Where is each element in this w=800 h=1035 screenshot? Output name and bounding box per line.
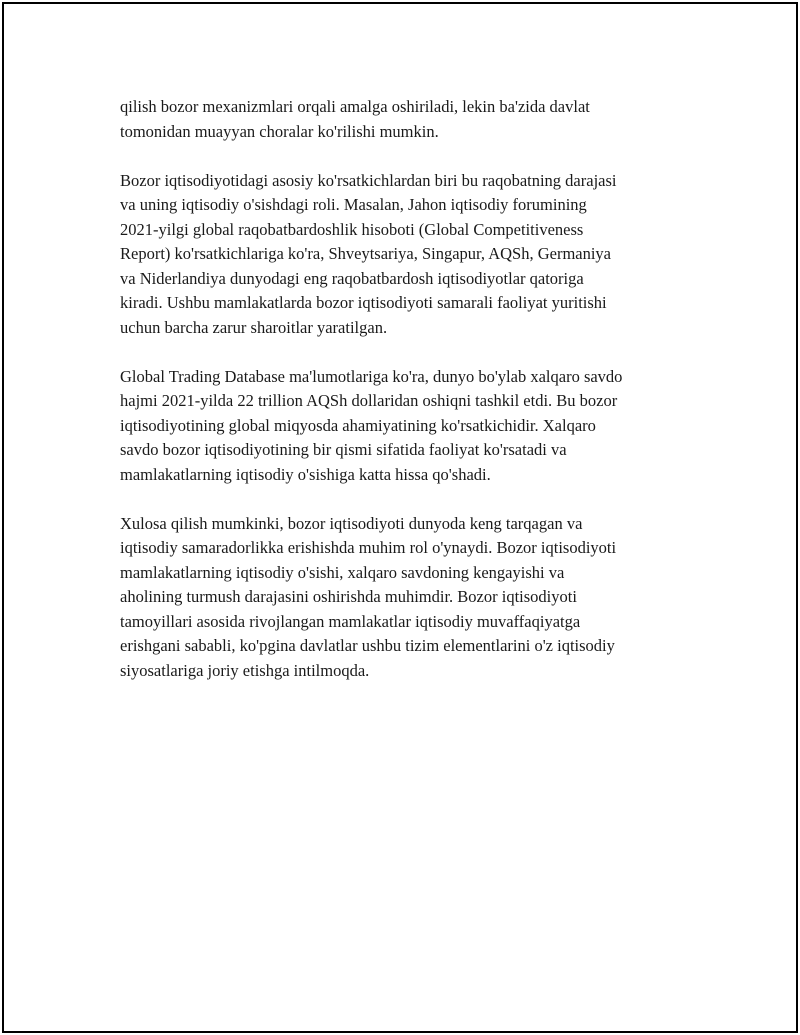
text-line: siyosatlariga joriy etishga intilmoqda. bbox=[120, 660, 370, 680]
text-line: va uning iqtisodiy o'sishdagi roli. Masalan, Jahon iqtisodiy forumining bbox=[120, 195, 587, 214]
text-line: 2021-yilgi global raqobatbardoshlik hisoboti (Global Competitiveness bbox=[120, 219, 584, 239]
text-line: mamlakatlarning iqtisodiy o'sishiga katta hissa qo'shadi. bbox=[120, 464, 491, 484]
text-line: Xulosa qilish mumkinki, bozor iqtisodiyoti dunyoda keng tarqagan va bbox=[120, 513, 583, 533]
paragraph-3 bbox=[120, 365, 720, 488]
text-line: qilish bozor mexanizmlari orqali amalga oshiriladi, lekin ba'zida davlat bbox=[120, 97, 590, 116]
text-line: savdo bozor iqtisodiyotining bir qismi sifatida faoliyat ko'rsatadi va bbox=[120, 440, 567, 459]
document-body bbox=[120, 95, 720, 708]
text-line: va Niderlandiya dunyodagi eng raqobatbardosh iqtisodiyotlar qatoriga bbox=[120, 268, 584, 288]
text-line: Bozor iqtisodiyotidagi asosiy ko'rsatkichlardan biri bu raqobatning darajasi bbox=[120, 170, 617, 190]
paragraph-2 bbox=[120, 169, 720, 341]
text-line: iqtisodiyotining global miqyosda ahamiyatining ko'rsatkichidir. Xalqaro bbox=[120, 415, 596, 435]
text-line: erishgani sababli, ko'pgina davlatlar ushbu tizim elementlarini o'z iqtisodiy bbox=[120, 636, 615, 655]
paragraph-4 bbox=[120, 512, 720, 684]
text-line: tamoyillari asosida rivojlangan mamlakatlar iqtisodiy muvaffaqiyatga bbox=[120, 611, 581, 631]
text-line: aholining turmush darajasini oshirishda muhimdir. Bozor iqtisodiyoti bbox=[120, 587, 577, 606]
paragraph-1 bbox=[120, 95, 720, 144]
text-line: hajmi 2021-yilda 22 trillion AQSh dollaridan oshiqni tashkil etdi. Bu bozor bbox=[120, 391, 618, 410]
text-line: mamlakatlarning iqtisodiy o'sishi, xalqaro savdoning kengayishi va bbox=[120, 562, 565, 582]
text-line: tomonidan muayyan choralar ko'rilishi mumkin. bbox=[120, 121, 439, 141]
text-line: iqtisodiy samaradorlikka erishishda muhim rol o'ynaydi. Bozor iqtisodiyoti bbox=[120, 538, 617, 557]
text-line: Report) ko'rsatkichlariga ko'ra, Shveytsariya, Singapur, AQSh, Germaniya bbox=[120, 244, 612, 263]
text-line: uchun barcha zarur sharoitlar yaratilgan. bbox=[120, 317, 388, 337]
page-frame bbox=[2, 2, 798, 1033]
text-line: kiradi. Ushbu mamlakatlarda bozor iqtisodiyoti samarali faoliyat yuritishi bbox=[120, 293, 607, 312]
text-line: Global Trading Database ma'lumotlariga ko'ra, dunyo bo'ylab xalqaro savdo bbox=[120, 366, 623, 386]
